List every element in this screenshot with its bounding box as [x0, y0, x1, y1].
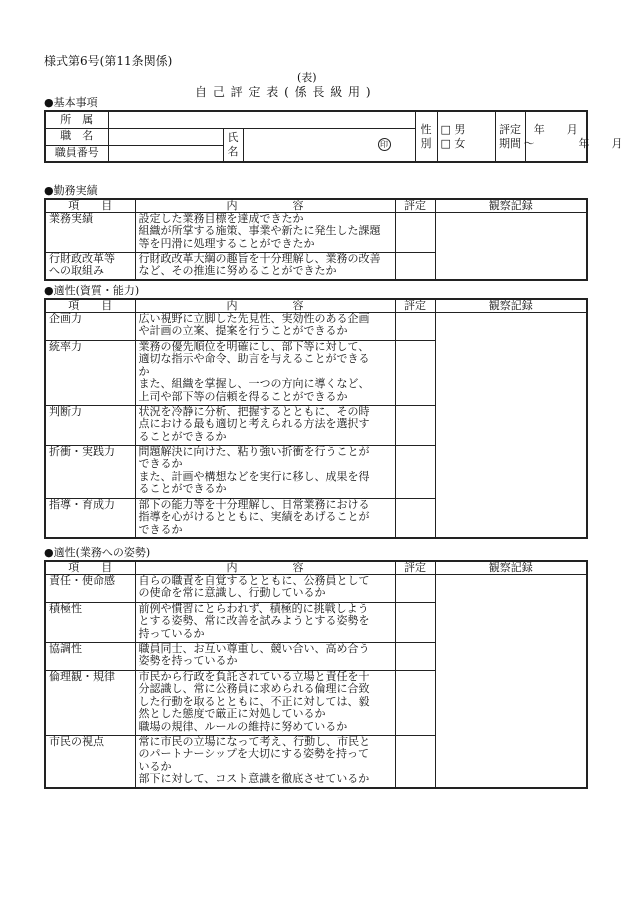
col-record: 観察記録 [435, 561, 587, 574]
row-item: 統率力 [45, 340, 135, 405]
record-cell[interactable] [435, 312, 587, 538]
basic-heading: ●基本事項 [44, 96, 98, 109]
form-side: (表) [297, 71, 317, 84]
row-item: 責任・使命感 [45, 574, 135, 602]
col-content: 内 容 [135, 299, 395, 312]
row-item: 倫理観・規律 [45, 670, 135, 735]
period-to: 〜 年 月 [523, 136, 623, 150]
rating-cell[interactable] [395, 340, 435, 405]
seal-mark-icon: 印 [378, 138, 391, 151]
row-content: 状況を冷静に分析、把握するとともに、その時 点における最も適切と考えられる方法を選択す ることができるか [135, 405, 395, 445]
basic-info-table [44, 110, 623, 163]
row-content: 行財政改革大綱の趣旨を十分理解し、業務の改善 など、その推進に努めることができたか [135, 252, 395, 280]
record-cell[interactable] [435, 212, 587, 280]
row-content: 自らの職責を自覚するとともに、公務員として の使命を常に意識し、行動しているか [135, 574, 395, 602]
col-rating: 評定 [395, 199, 435, 212]
rating-cell[interactable] [395, 574, 435, 602]
col-item: 項 目 [45, 199, 135, 212]
row-item: 企画力 [45, 312, 135, 340]
position-field[interactable] [108, 128, 223, 145]
col-item: 項 目 [45, 299, 135, 312]
col-rating: 評定 [395, 299, 435, 312]
rating-cell[interactable] [395, 602, 435, 642]
rating-cell[interactable] [395, 405, 435, 445]
col-content: 内 容 [135, 561, 395, 574]
row-content: 部下の能力等を十分理解し、日常業務における 指導を心がけるとともに、実績をあげることが できるか [135, 498, 395, 538]
form-number: 様式第6号(第11条関係) [44, 54, 173, 68]
row-content: 職員同士、お互い尊重し、競い合い、高め合う 姿勢を持っているか [135, 642, 395, 670]
period-field[interactable] [523, 111, 623, 162]
period-from: 年 月 [533, 122, 578, 136]
table-row [45, 312, 587, 340]
table-row [45, 574, 587, 602]
record-cell[interactable] [435, 574, 587, 788]
row-content: 問題解決に向けた、粘り強い折衝を行うことが できるか また、計画や構想などを実行に移し、成果を得 ることができるか [135, 445, 395, 498]
attitude-table [44, 560, 588, 789]
row-item: 積極性 [45, 602, 135, 642]
staff-no-label: 職員番号 [45, 145, 108, 162]
row-item: 折衝・実践力 [45, 445, 135, 498]
staff-no-field[interactable] [108, 145, 223, 162]
row-content: 市民から行政を負託されている立場と責任を十 分認識し、常に公務員に求められる倫理に合致 した行動を取るとともに、不正に対しては、毅 然とした態度で厳正に対処しているか 職場の規律、ルールの維持に努めているか [135, 670, 395, 735]
col-record: 観察記録 [435, 299, 587, 312]
section-heading-ability: ●適性(資質・能力) [44, 284, 140, 297]
rating-cell[interactable] [395, 445, 435, 498]
position-label: 職 名 [45, 128, 108, 145]
gender-male-checkbox[interactable]: □ 男 [440, 122, 466, 136]
col-content: 内 容 [135, 199, 395, 212]
rating-cell[interactable] [395, 212, 435, 252]
row-content: 業務の優先順位を明確にし、部下等に対して、 適切な指示や命令、助言を与えることができる か また、組織を掌握し、一つの方向に導くなど、 上司や部下等の信頼を得ることができるか [135, 340, 395, 405]
performance-table [44, 198, 588, 281]
row-content: 常に市民の立場になって考え、行動し、市民と のパートナーシップを大切にする姿勢を持って いるか 部下に対して、コスト意識を徹底させているか [135, 735, 395, 788]
gender-female-checkbox[interactable]: □ 女 [440, 136, 466, 150]
col-rating: 評定 [395, 561, 435, 574]
ability-table [44, 298, 588, 539]
period-label: 評定 期間 [495, 111, 525, 162]
row-item: 指導・育成力 [45, 498, 135, 538]
row-item: 業務実績 [45, 212, 135, 252]
rating-cell[interactable] [395, 735, 435, 788]
rating-cell[interactable] [395, 312, 435, 340]
col-item: 項 目 [45, 561, 135, 574]
row-item: 協調性 [45, 642, 135, 670]
section-heading-attitude: ●適性(業務への姿勢) [44, 546, 151, 559]
gender-label: 性 別 [415, 111, 437, 162]
row-item: 行財政改革等 への取組み [45, 252, 135, 280]
affiliation-field[interactable] [108, 111, 415, 128]
page-title: 自 己 評 定 表 ( 係 長 級 用 ) [195, 85, 372, 99]
section-heading-performance: ●勤務実績 [44, 184, 98, 197]
table-row [45, 212, 587, 252]
row-item: 市民の視点 [45, 735, 135, 788]
row-content: 広い視野に立脚した先見性、実効性のある企画 や計画の立案、提案を行うことができるか [135, 312, 395, 340]
rating-cell[interactable] [395, 252, 435, 280]
rating-cell[interactable] [395, 642, 435, 670]
rating-cell[interactable] [395, 670, 435, 735]
affiliation-label: 所 属 [45, 111, 108, 128]
name-label: 氏 名 [223, 128, 243, 162]
name-field[interactable] [243, 128, 415, 162]
rating-cell[interactable] [395, 498, 435, 538]
row-item: 判断力 [45, 405, 135, 445]
row-content: 前例や慣習にとらわれず、積極的に挑戦しよう とする姿勢、常に改善を試みようとする姿勢を 持っているか [135, 602, 395, 642]
col-record: 観察記録 [435, 199, 587, 212]
row-content: 設定した業務目標を達成できたか 組織が所掌する施策、事業や新たに発生した課題 等を円滑に処理することができたか [135, 212, 395, 252]
